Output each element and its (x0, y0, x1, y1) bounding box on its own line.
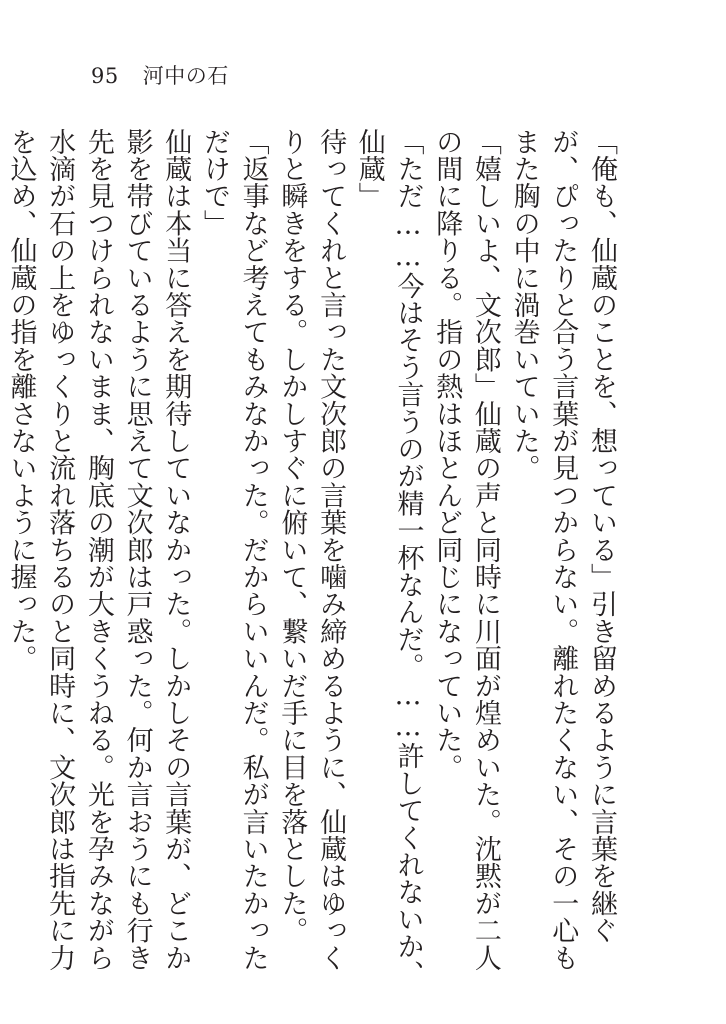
paragraph: 「俺も、仙蔵のことを、想っている」引き留めるように言葉を継ぐが、ぴったりと合う言葉が見つからない。離れたくない、その一心もまた胸の中に渦巻いていた。 (508, 128, 617, 972)
paragraph: 待ってくれと言った文次郎の言葉を噛み締めるように、仙蔵はゆっくりと瞬きをする。しかしすぐに俯いて、繋いだ手に目を落とした。 (276, 128, 347, 972)
paragraph: 「ただ……今はそう言うのが精一杯なんだ。……許してくれないか、仙蔵」 (353, 128, 424, 988)
paragraph: 「返事など考えてもみなかった。だからいいんだ。私が言いたかっただけで」 (198, 128, 269, 972)
page-number: 95 (91, 63, 119, 88)
page-header (91, 60, 229, 92)
paragraph: 「嬉しいよ、文次郎」仙蔵の声と同時に川面が煌めいた。沈黙が二人の間に降りる。指の熱はほとんど同じになっていた。 (431, 128, 501, 972)
paragraph: 仙蔵は本当に答えを期待していなかった。しかしその言葉が、どこか影を帯びているように思えて文次郎は戸惑った。何か言おうにも行き先を見つけられないまま、胸底の潮が大きくうねる。光を孕みながら水滴が石の上をゆっくりと流れ落ちるのと同時に、文次郎は指先に力を込め、仙蔵の指を離さないように握った。 (5, 128, 192, 972)
body-text (1, 128, 620, 988)
chapter-title: 河中の石 (142, 63, 229, 88)
